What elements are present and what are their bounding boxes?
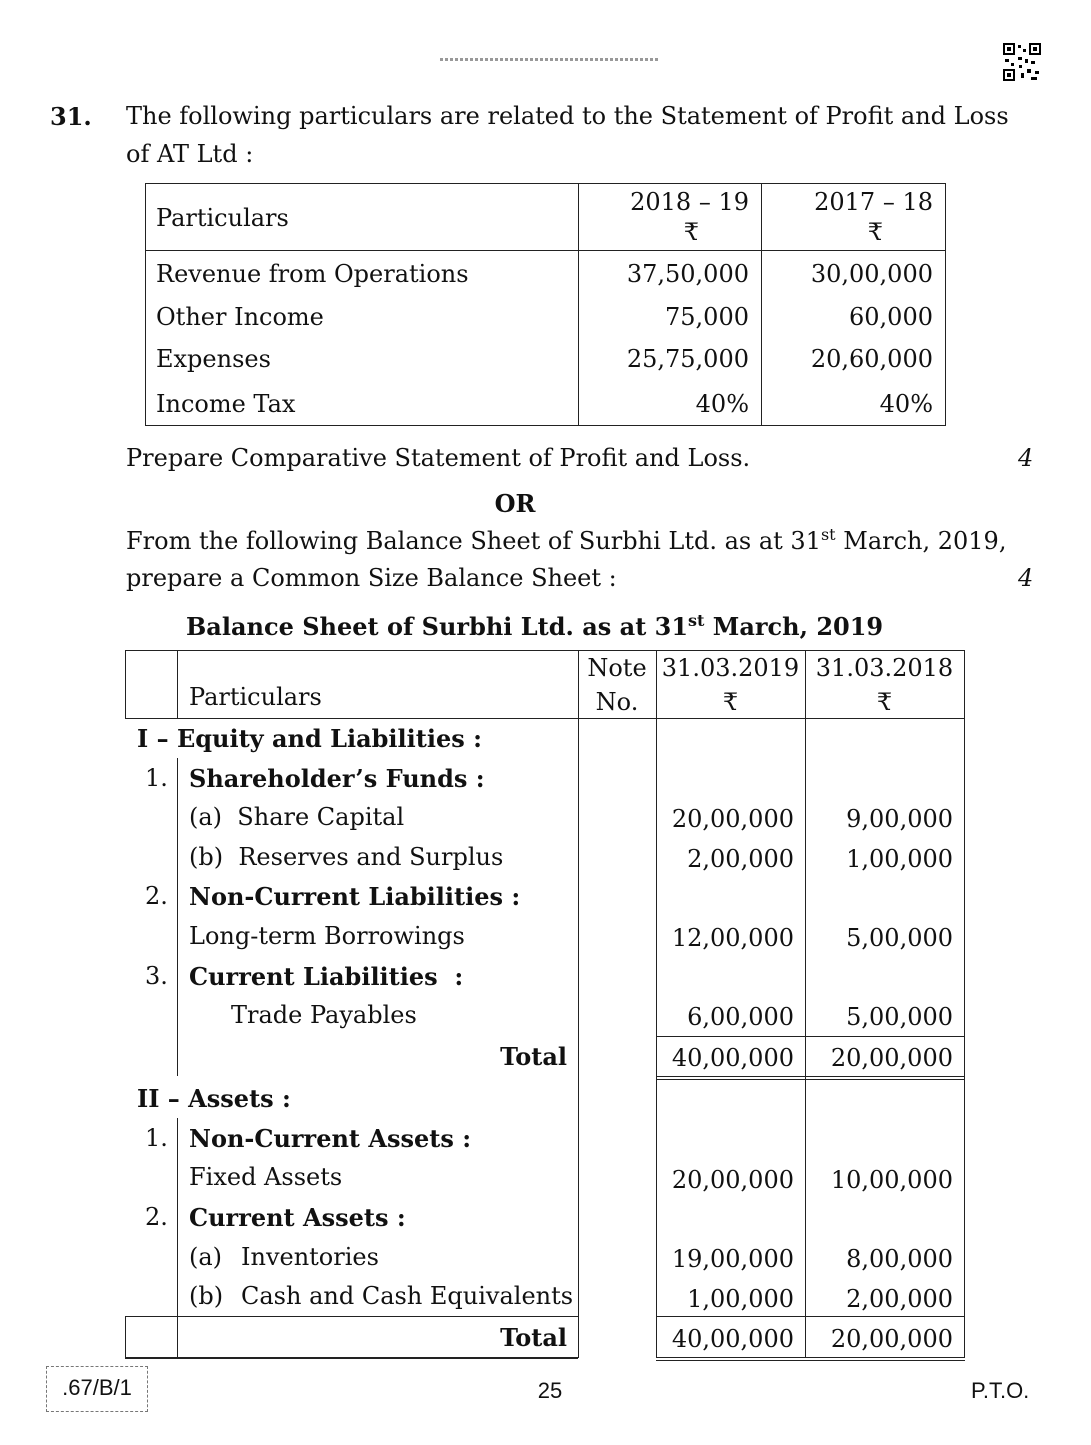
group-non-current-assets: Non-Current Assets : (189, 1124, 472, 1153)
row-letter: (b) (189, 1282, 224, 1310)
pto-label: P.T.O. (971, 1378, 1030, 1403)
total-2018: 20,00,000 (830, 1044, 953, 1072)
row-fixed-assets: Fixed Assets (189, 1163, 343, 1191)
group-shareholders-funds: Shareholder’s Funds : (189, 764, 485, 793)
value-2019: 20,00,000 (671, 1166, 794, 1194)
header-scribble (440, 58, 660, 61)
value-2018: 10,00,000 (830, 1166, 953, 1194)
balance-sheet-title: Balance Sheet of Surbhi Ltd. as at 31st March, 2019 (186, 611, 884, 641)
row-share-capital: (a) Share Capital (189, 803, 405, 831)
paper-code-box (46, 1366, 148, 1412)
paper-code: .67/B/1 (62, 1375, 132, 1400)
row-value-y2: 60,000 (849, 303, 933, 331)
item-number: 2. (145, 1203, 168, 1231)
row-label: Expenses (156, 345, 271, 373)
total-2018: 20,00,000 (830, 1325, 953, 1353)
header-date-2: 31.03.2018 (815, 654, 954, 682)
page-number: 25 (537, 1378, 563, 1403)
row-inventories: Inventories (241, 1243, 379, 1271)
intro-line-2: of AT Ltd : (126, 140, 254, 168)
header-unit-2: ₹ (876, 688, 893, 716)
row-value-y1: 37,50,000 (626, 260, 749, 288)
row-cash-equivalents: Cash and Cash Equivalents (241, 1282, 574, 1310)
row-letter: (a) (189, 1243, 223, 1271)
value-2019: 2,00,000 (687, 845, 794, 873)
item-number: 3. (145, 962, 168, 990)
header-year-1: 2018 – 19 (630, 188, 749, 216)
group-current-liabilities: Current Liabilities : (189, 962, 464, 991)
total-label: Total (500, 1323, 567, 1352)
header-unit-1: ₹ (683, 218, 699, 246)
value-2018: 5,00,000 (846, 924, 953, 952)
row-reserves-surplus: (b) Reserves and Surplus (189, 843, 504, 871)
total-2019: 40,00,000 (671, 1044, 794, 1072)
instruction-1: Prepare Comparative Statement of Profit and Loss. (126, 444, 751, 472)
marks-2: 4 (1018, 564, 1034, 592)
header-year-2: 2017 – 18 (814, 188, 933, 216)
value-2018: 5,00,000 (846, 1003, 953, 1031)
value-2019: 19,00,000 (671, 1245, 794, 1273)
row-value-y1: 40% (695, 390, 749, 418)
row-value-y2: 20,60,000 (810, 345, 933, 373)
or-divider: OR (494, 489, 536, 518)
intro-line-1: The following particulars are related to the Statement of Profit and Loss (126, 102, 1009, 130)
header-particulars: Particulars (156, 204, 289, 232)
row-label: Revenue from Operations (156, 260, 469, 288)
value-2018: 8,00,000 (846, 1245, 953, 1273)
alt-intro-line-1: From the following Balance Sheet of Surbhi Ltd. as at 31st March, 2019, (126, 525, 1007, 555)
row-trade-payables: Trade Payables (231, 1001, 417, 1029)
row-value-y2: 40% (879, 390, 933, 418)
balance-sheet-table (125, 650, 965, 1358)
item-number: 1. (145, 1124, 168, 1152)
item-number: 1. (145, 764, 168, 792)
row-value-y1: 25,75,000 (626, 345, 749, 373)
value-2019: 6,00,000 (687, 1003, 794, 1031)
row-value-y2: 30,00,000 (810, 260, 933, 288)
alt-intro-line-2: prepare a Common Size Balance Sheet : (126, 564, 617, 592)
row-value-y1: 75,000 (665, 303, 749, 331)
item-number: 2. (145, 882, 168, 910)
value-2019: 20,00,000 (671, 805, 794, 833)
value-2018: 9,00,000 (846, 805, 953, 833)
row-label: Income Tax (156, 390, 296, 418)
total-label: Total (500, 1042, 567, 1071)
question-number: 31. (50, 102, 92, 131)
total-2019: 40,00,000 (671, 1325, 794, 1353)
marks-1: 4 (1018, 444, 1034, 472)
header-date-1: 31.03.2019 (661, 654, 800, 682)
header-unit-2: ₹ (867, 218, 883, 246)
row-label: Other Income (156, 303, 324, 331)
section-assets: II – Assets : (137, 1084, 291, 1113)
qr-code-icon (1003, 43, 1041, 81)
group-non-current-liabilities: Non-Current Liabilities : (189, 882, 521, 911)
value-2019: 12,00,000 (671, 924, 794, 952)
profit-loss-table (145, 183, 946, 426)
value-2019: 1,00,000 (687, 1285, 794, 1313)
header-particulars: Particulars (189, 683, 322, 711)
row-long-term-borrowings: Long-term Borrowings (189, 922, 465, 950)
section-equity-liabilities: I – Equity and Liabilities : (137, 724, 482, 753)
header-unit-1: ₹ (722, 688, 739, 716)
header-note-no: No. (595, 688, 639, 716)
header-note: Note (587, 654, 647, 682)
value-2018: 1,00,000 (846, 845, 953, 873)
value-2018: 2,00,000 (846, 1285, 953, 1313)
group-current-assets: Current Assets : (189, 1203, 406, 1232)
